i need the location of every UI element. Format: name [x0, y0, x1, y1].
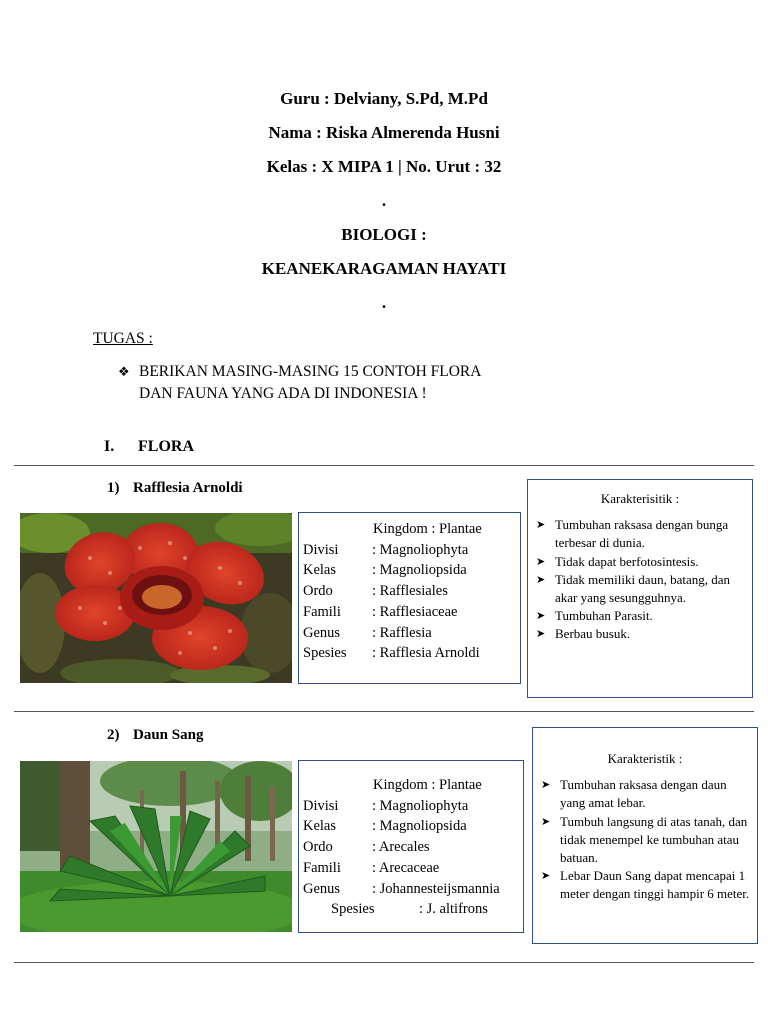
taxonomy-box [298, 760, 524, 933]
taxonomy-row [299, 899, 523, 920]
taxonomy-key: Genus [303, 624, 341, 641]
diamond-bullet-icon: ❖ [118, 364, 130, 379]
taxonomy-key: Kelas [303, 562, 337, 579]
taxonomy-value: : Rafflesiaceae [372, 603, 458, 620]
subject-title: BIOLOGI : [341, 225, 427, 244]
characteristics-list [528, 516, 752, 643]
characteristics-box [532, 727, 758, 944]
list-item [538, 813, 751, 868]
divider [14, 962, 754, 963]
taxonomy-row [299, 602, 520, 623]
characteristic-text: Tumbuhan Parasit. [555, 608, 653, 624]
taxonomy-key: Famili [303, 603, 341, 620]
list-item [533, 571, 746, 607]
characteristics-title: Karakterisitik : [600, 491, 680, 506]
student-name-line: Nama : Riska Almerenda Husni [268, 123, 500, 142]
characteristic-text: Tidak dapat berfotosintesis. [555, 553, 699, 569]
list-item [538, 867, 751, 903]
item-title [107, 480, 243, 497]
kingdom-text: Kingdom : Plantae [373, 521, 482, 537]
daun-sang-palm-photo [20, 761, 292, 932]
divider [14, 711, 754, 712]
taxonomy-row [299, 581, 520, 602]
class-line: Kelas : X MIPA 1 | No. Urut : 32 [266, 157, 502, 176]
separator-dot: . [381, 191, 387, 210]
section-title: FLORA [138, 438, 194, 455]
taxonomy-value: : Magnoliophyta [372, 541, 469, 558]
taxonomy-value: : Magnoliopsida [372, 818, 467, 835]
taxonomy-row [299, 560, 520, 581]
taxonomy-row [299, 643, 520, 664]
list-item [533, 516, 746, 552]
taxonomy-value: : Johannesteijsmannia [372, 880, 500, 897]
item-title [107, 727, 203, 744]
task-label: TUGAS : [93, 330, 153, 347]
taxonomy-key: Ordo [303, 583, 333, 600]
task-line-2: DAN FAUNA YANG ADA DI INDONESIA ! [139, 385, 427, 402]
kingdom-text: Kingdom : Plantae [373, 777, 482, 793]
taxonomy-box [298, 512, 521, 684]
arrow-bullet-icon: ➤ [536, 572, 546, 586]
list-item [538, 776, 751, 812]
arrow-bullet-icon: ➤ [541, 869, 551, 883]
taxonomy-key: Divisi [303, 797, 339, 814]
arrow-bullet-icon: ➤ [536, 627, 546, 641]
taxonomy-row [299, 816, 523, 837]
taxonomy-row [299, 540, 520, 561]
characteristics-title: Karakteristik : [607, 751, 683, 766]
separator-dot: . [381, 293, 387, 312]
taxonomy-value: : Rafflesia [372, 624, 432, 641]
task-instruction [118, 361, 578, 405]
taxonomy-row [299, 623, 520, 644]
arrow-bullet-icon: ➤ [536, 518, 546, 532]
taxonomy-row [299, 837, 523, 858]
item-number: 1) [107, 480, 120, 496]
taxonomy-value: : Magnoliophyta [372, 797, 469, 814]
section-number: I. [104, 438, 115, 455]
divider [14, 465, 754, 466]
characteristic-text: Berbau busuk. [555, 626, 631, 642]
task-line-1: BERIKAN MASING-MASING 15 CONTOH FLORA [139, 363, 482, 380]
item-number: 2) [107, 727, 120, 743]
taxonomy-row [299, 879, 523, 900]
taxonomy-key: Divisi [303, 541, 339, 558]
taxonomy-key: Genus [303, 880, 341, 897]
characteristic-text: Tumbuh langsung di atas tanah, dan tidak menempel ke tumbuhan atau batuan. [560, 813, 748, 866]
taxonomy-row [299, 858, 523, 879]
taxonomy-value: : J. altifrons [419, 901, 488, 918]
taxonomy-value: : Rafflesia Arnoldi [372, 645, 480, 662]
taxonomy-value: : Arecaceae [372, 859, 440, 876]
characteristics-list [533, 776, 757, 903]
taxonomy-key: Spesies [331, 901, 375, 918]
taxonomy-key: Kelas [303, 818, 337, 835]
list-item [533, 625, 746, 643]
taxonomy-value: : Arecales [372, 839, 430, 856]
taxonomy-key: Ordo [303, 839, 333, 856]
item-name: Daun Sang [133, 727, 204, 743]
list-item [533, 607, 746, 625]
taxonomy-row [299, 796, 523, 817]
characteristic-text: Tumbuhan raksasa dengan bunga terbesar di dunia. [555, 517, 729, 551]
taxonomy-key: Spesies [303, 645, 347, 662]
characteristic-text: Tidak memiliki daun, batang, dan akar yang sesungguhnya. [555, 571, 730, 606]
rafflesia-flower-photo [20, 513, 292, 683]
characteristic-text: Tumbuhan raksasa dengan daun yang amat lebar. [560, 777, 727, 811]
characteristic-text: Lebar Daun Sang dapat mencapai 1 meter dengan tinggi hampir 6 meter. [560, 868, 750, 902]
arrow-bullet-icon: ➤ [541, 778, 551, 792]
characteristics-box [527, 479, 753, 698]
arrow-bullet-icon: ➤ [541, 814, 551, 828]
taxonomy-value: : Rafflesiales [372, 583, 448, 600]
taxonomy-key: Famili [303, 859, 341, 876]
topic-title: KEANEKARAGAMAN HAYATI [261, 259, 507, 278]
arrow-bullet-icon: ➤ [536, 554, 546, 568]
item-name: Rafflesia Arnoldi [133, 480, 243, 496]
section-heading [104, 438, 194, 456]
list-item [533, 553, 746, 571]
arrow-bullet-icon: ➤ [536, 609, 546, 623]
teacher-line: Guru : Delviany, S.Pd, M.Pd [280, 89, 488, 108]
taxonomy-value: : Magnoliopsida [372, 562, 467, 579]
